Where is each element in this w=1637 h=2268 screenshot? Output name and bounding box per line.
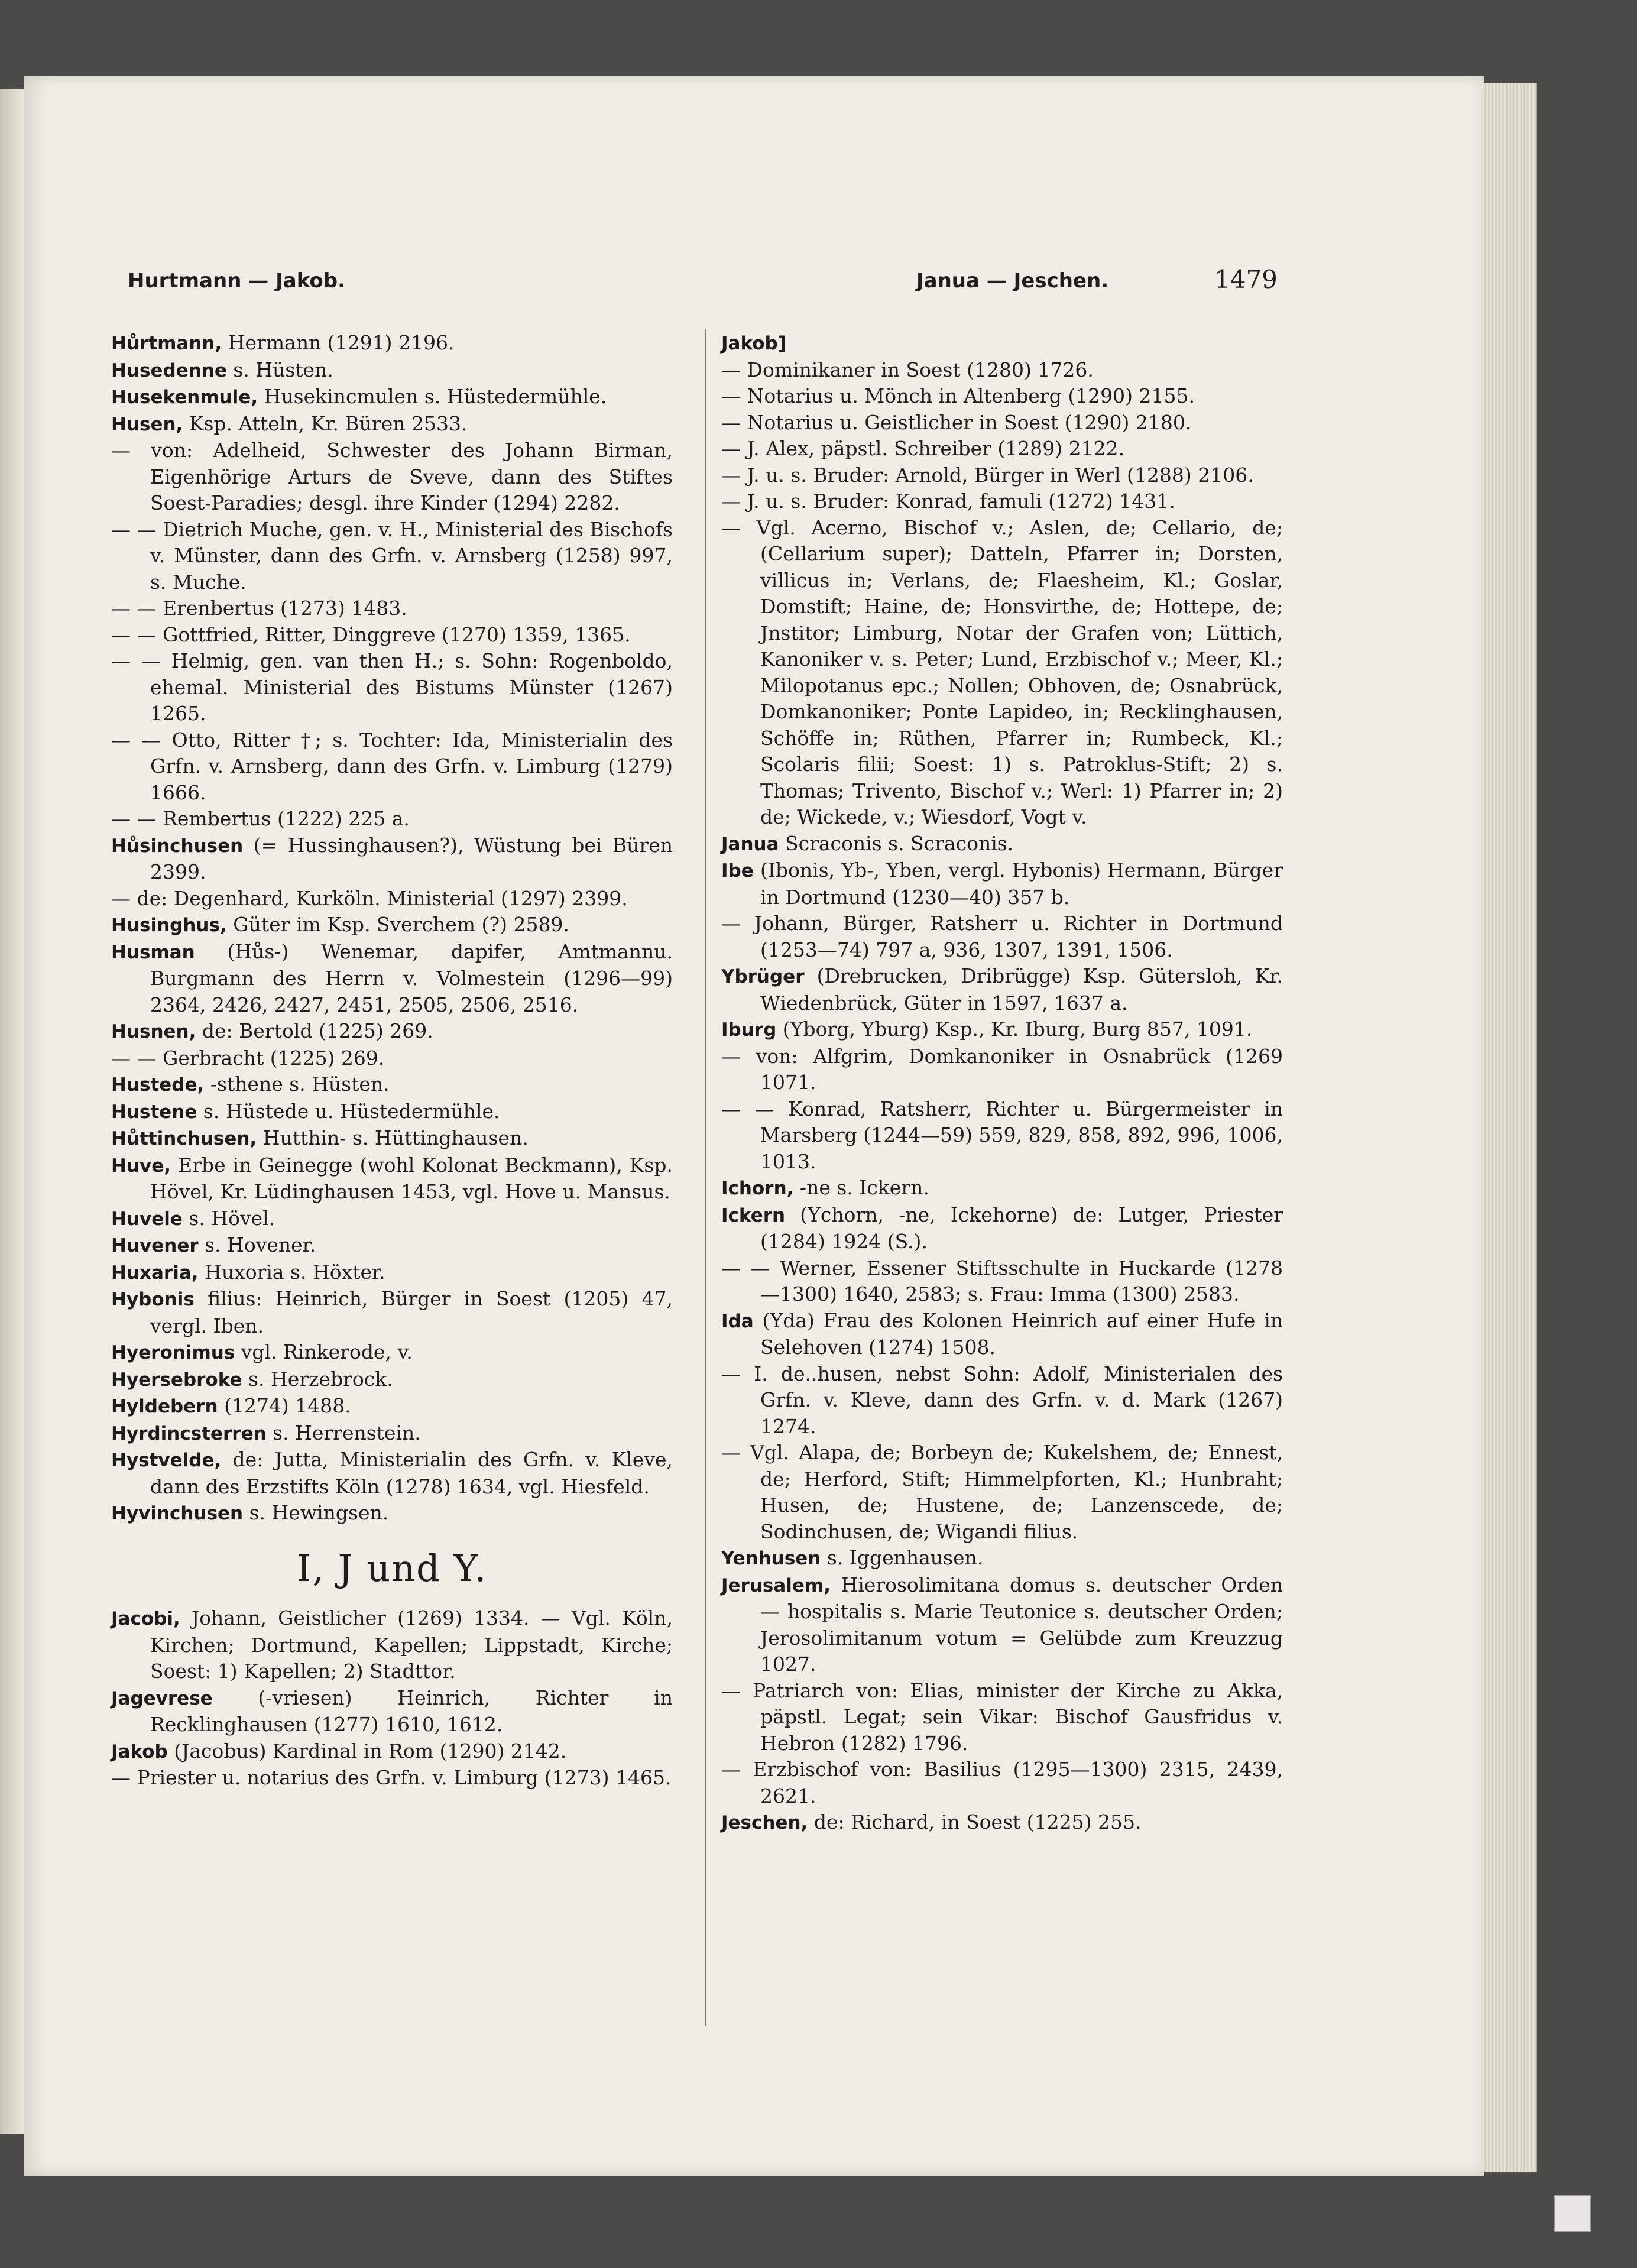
section-heading: I, J und Y. (296, 1546, 488, 1590)
scan-calibration-patch (1554, 2195, 1591, 2232)
entry-headword: Ybrüger (721, 966, 805, 987)
index-entry (721, 1016, 1283, 1044)
entry-text: (Jacobus) Kardinal in Rom (1290) 2142. (174, 1739, 567, 1762)
entry-headword: Jacobi, (111, 1608, 180, 1629)
index-entry (721, 1809, 1283, 1836)
entry-headword: Hustene (111, 1101, 197, 1123)
entry-text: (Drebrucken, Dribrügge) Ksp. Gütersloh, Kr. Wiedenbrück, Güter in 1597, 1637 a. (760, 964, 1283, 1015)
entry-headword: Ibe (721, 860, 754, 882)
right-column (721, 330, 1283, 1836)
entry-text: — Johann, Bürger, Ratsherr u. Richter in Dortmund (1253—74) 797 a, 936, 1307, 1391, 1506. (721, 912, 1283, 961)
index-entry (111, 330, 673, 357)
entry-headword: Hůrtmann, (111, 333, 222, 354)
entry-text: — Vgl. Acerno, Bischof v.; Aslen, de; Cellario, de; (Cellarium super); Datteln, Pfarrer in; Dorsten, villicus in; Verlans, de; Flaesheim, Kl.; Goslar, Domstift; Haine, de; Honsvirthe, de; Hottepe, de; Jnstitor; Limburg, Notar der Grafen von; Lüttich, Kanoniker v. s. Peter; Lund, Erzbischof v.; Meer, Kl.; Milopotanus epc.; Nollen; Obhoven, de; Osnabrück, Domkanoniker; Ponte Lapideo, in; Recklinghausen, Schöffe in; Rüthen, Pfarrer in; Rumbeck, Kl.; Scolaris filii; Soest: 1) s. Patroklus-Stift; 2) s. Thomas; Trivento, Bischof v.; Werl: 1) Pfarrer in; 2) de; Wickede, v.; Wiesdorf, Vogt v. (721, 516, 1283, 828)
entry-text: (Yda) Frau des Kolonen Heinrich auf einer Hufe in Selehoven (1274) 1508. (760, 1308, 1283, 1359)
index-entry (721, 1202, 1283, 1255)
entry-text: (Hůs-) Wenemar, dapifer, Amtmannu. Burgmann des Herrn v. Volmestein (1296—99) 2364, 2426, 2427, 2451, 2505, 2506, 2516. (150, 939, 673, 1016)
index-entry (721, 1545, 1283, 1572)
entry-text: Johann, Geistlicher (1269) 1334. — Vgl. Köln, Kirchen; Dortmund, Kapellen; Lippstadt, Kirche; Soest: 1) Kapellen; 2) Stadttor. (150, 1606, 673, 1683)
entry-text: (Ychorn, -ne, Ickehorne) de: Lutger, Priester (1284) 1924 (S.). (760, 1203, 1283, 1253)
entry-headword: Ichorn, (721, 1178, 794, 1199)
index-entry (721, 410, 1283, 436)
entry-text: -ne s. Ickern. (799, 1176, 929, 1199)
index-entry (721, 963, 1283, 1016)
index-entry (111, 1045, 673, 1072)
entry-headword: Huvele (111, 1208, 183, 1230)
index-entry (111, 648, 673, 727)
index-entry (111, 622, 673, 649)
entry-text: — — Helmig, gen. van then H.; s. Sohn: Rogenboldo, ehemal. Ministerial des Bistums Münster (1267) 1265. (111, 649, 673, 725)
entry-headword: Hystvelde, (111, 1450, 222, 1471)
index-entries-right (721, 330, 1283, 1836)
entry-text: — I. de..husen, nebst Sohn: Adolf, Ministerialen des Grfn. v. Kleve, dann des Grfn. v. d. Mark (1267) 1274. (721, 1362, 1283, 1438)
entry-text: Ksp. Atteln, Kr. Büren 2533. (189, 412, 468, 435)
entry-headword: Hůsinchusen (111, 835, 244, 857)
index-entry (111, 912, 673, 939)
index-entry (721, 330, 1283, 357)
index-entry (111, 1738, 673, 1765)
index-entry (111, 939, 673, 1019)
entry-text: — — Konrad, Ratsherr, Richter u. Bürgermeister in Marsberg (1244—59) 559, 829, 858, 892, 996, 1006, 1013. (721, 1097, 1283, 1173)
index-entries-left-2 (111, 1605, 673, 1791)
entry-text: (Yborg, Yburg) Ksp., Kr. Iburg, Burg 857, 1091. (782, 1018, 1253, 1041)
index-entry (111, 1393, 673, 1420)
entry-text: — Patriarch von: Elias, minister der Kirche zu Akka, päpstl. Legat; sein Vikar: Bischof Gausfridus v. Hebron (1282) 1796. (721, 1679, 1283, 1755)
index-entry (721, 383, 1283, 410)
entry-text: — — Rembertus (1222) 225 a. (111, 807, 410, 830)
entry-text: — J. u. s. Bruder: Konrad, famuli (1272) 1431. (721, 490, 1175, 513)
index-entry (721, 857, 1283, 911)
entry-text: — — Gottfried, Ritter, Dinggreve (1270) 1359, 1365. (111, 623, 631, 646)
index-entry (111, 1018, 673, 1045)
index-entry (721, 488, 1283, 515)
index-entry (721, 911, 1283, 963)
running-header-right: Janua — Jeschen. (916, 269, 1109, 293)
index-entry (111, 806, 673, 832)
index-entry (111, 1286, 673, 1339)
entry-headword: Hustede, (111, 1074, 205, 1096)
index-entry (721, 1440, 1283, 1545)
entry-headword: Hůttinchusen, (111, 1128, 257, 1149)
index-entry (111, 438, 673, 517)
index-entry (111, 1339, 673, 1366)
entry-text: — Dominikaner in Soest (1280) 1726. (721, 358, 1094, 381)
entry-text: s. Hewingsen. (249, 1501, 389, 1524)
entry-headword: Husnen, (111, 1021, 196, 1042)
entry-headword: Husen, (111, 413, 183, 435)
entry-text: Hermann (1291) 2196. (228, 331, 455, 354)
index-entry (111, 1685, 673, 1738)
entry-text: vgl. Rinkerode, v. (241, 1340, 413, 1363)
entry-text: de: Bertold (1225) 269. (202, 1019, 433, 1042)
entry-headword: Hyvinchusen (111, 1503, 244, 1524)
index-entry (111, 1259, 673, 1287)
index-entry (111, 1232, 673, 1259)
index-entry (111, 595, 673, 622)
entry-text: (1274) 1488. (224, 1394, 351, 1417)
index-entry (111, 1125, 673, 1152)
index-entry (721, 1572, 1283, 1678)
index-entry (721, 1255, 1283, 1308)
entry-text: de: Jutta, Ministerialin des Grfn. v. Kleve, dann des Erzstifts Köln (1278) 1634, vgl. Hiesfeld. (150, 1448, 673, 1498)
entry-text: Güter im Ksp. Sverchem (?) 2589. (233, 913, 569, 936)
entry-headword: Hyrdincsterren (111, 1423, 267, 1444)
index-entry (111, 832, 673, 886)
entry-headword: Iburg (721, 1019, 777, 1041)
index-entry (721, 831, 1283, 858)
index-entry (111, 384, 673, 411)
entry-text: — Erzbischof von: Basilius (1295—1300) 2315, 2439, 2621. (721, 1758, 1283, 1807)
entry-text: s. Hüstede u. Hüstedermühle. (203, 1099, 500, 1123)
index-entry (721, 1096, 1283, 1175)
index-entries-left (111, 330, 673, 1527)
entry-text: — von: Alfgrim, Domkanoniker in Osnabrück (1269 1071. (721, 1044, 1283, 1094)
index-entry (111, 886, 673, 912)
index-entry (721, 357, 1283, 384)
entry-text: — Vgl. Alapa, de; Borbeyn de; Kukelshem, de; Ennest, de; Herford, Stift; Himmelpforten, Kl.; Hunbraht; Husen, de; Hustene, de; Lanzenscede, de; Sodinchusen, de; Wigandi filius. (721, 1441, 1283, 1543)
entry-text: s. Hövel. (189, 1206, 275, 1230)
entry-text: filius: Heinrich, Bürger in Soest (1205) 47, vergl. Iben. (150, 1287, 673, 1337)
index-entry (721, 1361, 1283, 1440)
index-entry (111, 1099, 673, 1126)
index-entry (111, 1765, 673, 1791)
entry-text: (= Hussinghausen?), Wüstung bei Büren 2399. (150, 833, 673, 883)
entry-text: — Notarius u. Geistlicher in Soest (1290) 2180. (721, 410, 1192, 434)
index-entry (111, 727, 673, 806)
entry-text: (Ibonis, Yb-, Yben, vergl. Hybonis) Hermann, Bürger in Dortmund (1230—40) 357 b. (760, 858, 1283, 909)
index-entry (111, 357, 673, 384)
index-entry (111, 1206, 673, 1233)
entry-text: s. Iggenhausen. (826, 1546, 984, 1569)
entry-text: — J. Alex, päpstl. Schreiber (1289) 2122. (721, 437, 1125, 460)
index-entry (111, 1071, 673, 1099)
entry-text: Hierosolimitana domus s. deutscher Orden — hospitalis s. Marie Teutonice s. deutscher Orden; Jerosolimitanum votum = Gelübde zum Kreuzzug 1027. (760, 1573, 1283, 1676)
index-entry (721, 462, 1283, 489)
index-entry (111, 1152, 673, 1206)
entry-headword: Huve, (111, 1155, 171, 1177)
index-entry (111, 517, 673, 596)
entry-text: — von: Adelheid, Schwester des Johann Birman, Eigenhörige Arturs de Sveve, dann des Stiftes Soest-Paradies; desgl. ihre Kinder (1294) 2282. (111, 439, 673, 514)
entry-text: — — Erenbertus (1273) 1483. (111, 597, 407, 620)
page-number: 1479 (1214, 265, 1278, 294)
entry-text: — — Otto, Ritter †; s. Tochter: Ida, Ministerialin des Grfn. v. Arnsberg, dann des Grfn. v. Limburg (1279) 1666. (111, 728, 673, 804)
entry-headword: Husekenmule, (111, 387, 258, 408)
entry-headword: Jagevrese (111, 1687, 213, 1709)
entry-headword: Hyersebroke (111, 1369, 242, 1391)
index-entry (111, 1447, 673, 1500)
page-stack-edges (1483, 83, 1537, 2172)
entry-text: — de: Degenhard, Kurköln. Ministerial (1297) 2399. (111, 886, 628, 910)
entry-headword: Ida (721, 1310, 754, 1332)
index-entry (721, 1308, 1283, 1361)
entry-text: — — Dietrich Muche, gen. v. H., Ministerial des Bischofs v. Münster, dann des Grfn. v. Arnsberg (1258) 997, s. Muche. (111, 517, 673, 594)
entry-headword: Hyeronimus (111, 1342, 235, 1363)
index-entry (721, 1175, 1283, 1202)
entry-headword: Hybonis (111, 1289, 195, 1310)
entry-text: Scraconis s. Scraconis. (785, 831, 1014, 855)
entry-headword: Janua (721, 833, 779, 855)
entry-text: Huxoria s. Höxter. (205, 1260, 385, 1284)
entry-text: s. Herrenstein. (273, 1421, 421, 1444)
entry-headword: Husinghus, (111, 915, 227, 936)
entry-headword: Yenhusen (721, 1548, 821, 1569)
index-entry (721, 515, 1283, 831)
entry-text: de: Richard, in Soest (1225) 255. (813, 1810, 1142, 1833)
entry-text: Erbe in Geinegge (wohl Kolonat Beckmann), Ksp. Hövel, Kr. Lüdinghausen 1453, vgl. Hove u. Mansus. (150, 1153, 673, 1203)
index-entry (721, 1044, 1283, 1096)
entry-headword: Huvener (111, 1235, 199, 1256)
left-column (111, 330, 673, 1791)
entry-headword: Husman (111, 941, 195, 963)
entry-headword: Ickern (721, 1204, 786, 1226)
entry-text: — J. u. s. Bruder: Arnold, Bürger in Werl (1288) 2106. (721, 463, 1254, 487)
index-entry (111, 1500, 673, 1527)
entry-text: — — Gerbracht (1225) 269. (111, 1046, 385, 1070)
entry-text: Husekincmulen s. Hüstedermühle. (264, 385, 607, 408)
entry-text: (-vriesen) Heinrich, Richter in Recklinghausen (1277) 1610, 1612. (150, 1686, 673, 1736)
entry-text: -sthene s. Hüsten. (210, 1073, 390, 1096)
entry-text: — Priester u. notarius des Grfn. v. Limburg (1273) 1465. (111, 1766, 672, 1789)
entry-headword: Jakob (111, 1741, 168, 1762)
index-entry (721, 1678, 1283, 1757)
entry-text: Hutthin- s. Hüttinghausen. (262, 1126, 529, 1149)
entry-text: s. Hovener. (205, 1233, 316, 1256)
running-header-left: Hurtmann — Jakob. (128, 269, 346, 293)
entry-text: s. Herzebrock. (248, 1367, 393, 1391)
entry-headword: Huxaria, (111, 1262, 199, 1284)
column-divider (705, 329, 706, 2026)
entry-headword: Jeschen, (721, 1812, 808, 1833)
index-entry (111, 1366, 673, 1394)
entry-headword: Jerusalem, (721, 1574, 831, 1596)
entry-headword: Hyldebern (111, 1396, 218, 1417)
entry-text: — — Werner, Essener Stiftsschulte in Huckarde (1278 —1300) 1640, 2583; s. Frau: Imma (1300) 2583. (721, 1256, 1283, 1305)
index-entry (111, 411, 673, 438)
index-entry (721, 1757, 1283, 1809)
entry-headword: Jakob] (721, 333, 786, 354)
entry-text: s. Hüsten. (233, 358, 333, 381)
entry-text: — Notarius u. Mönch in Altenberg (1290) 2155. (721, 384, 1195, 407)
index-entry (111, 1605, 673, 1685)
index-entry (721, 436, 1283, 462)
entry-headword: Husedenne (111, 359, 227, 381)
index-entry (111, 1420, 673, 1447)
